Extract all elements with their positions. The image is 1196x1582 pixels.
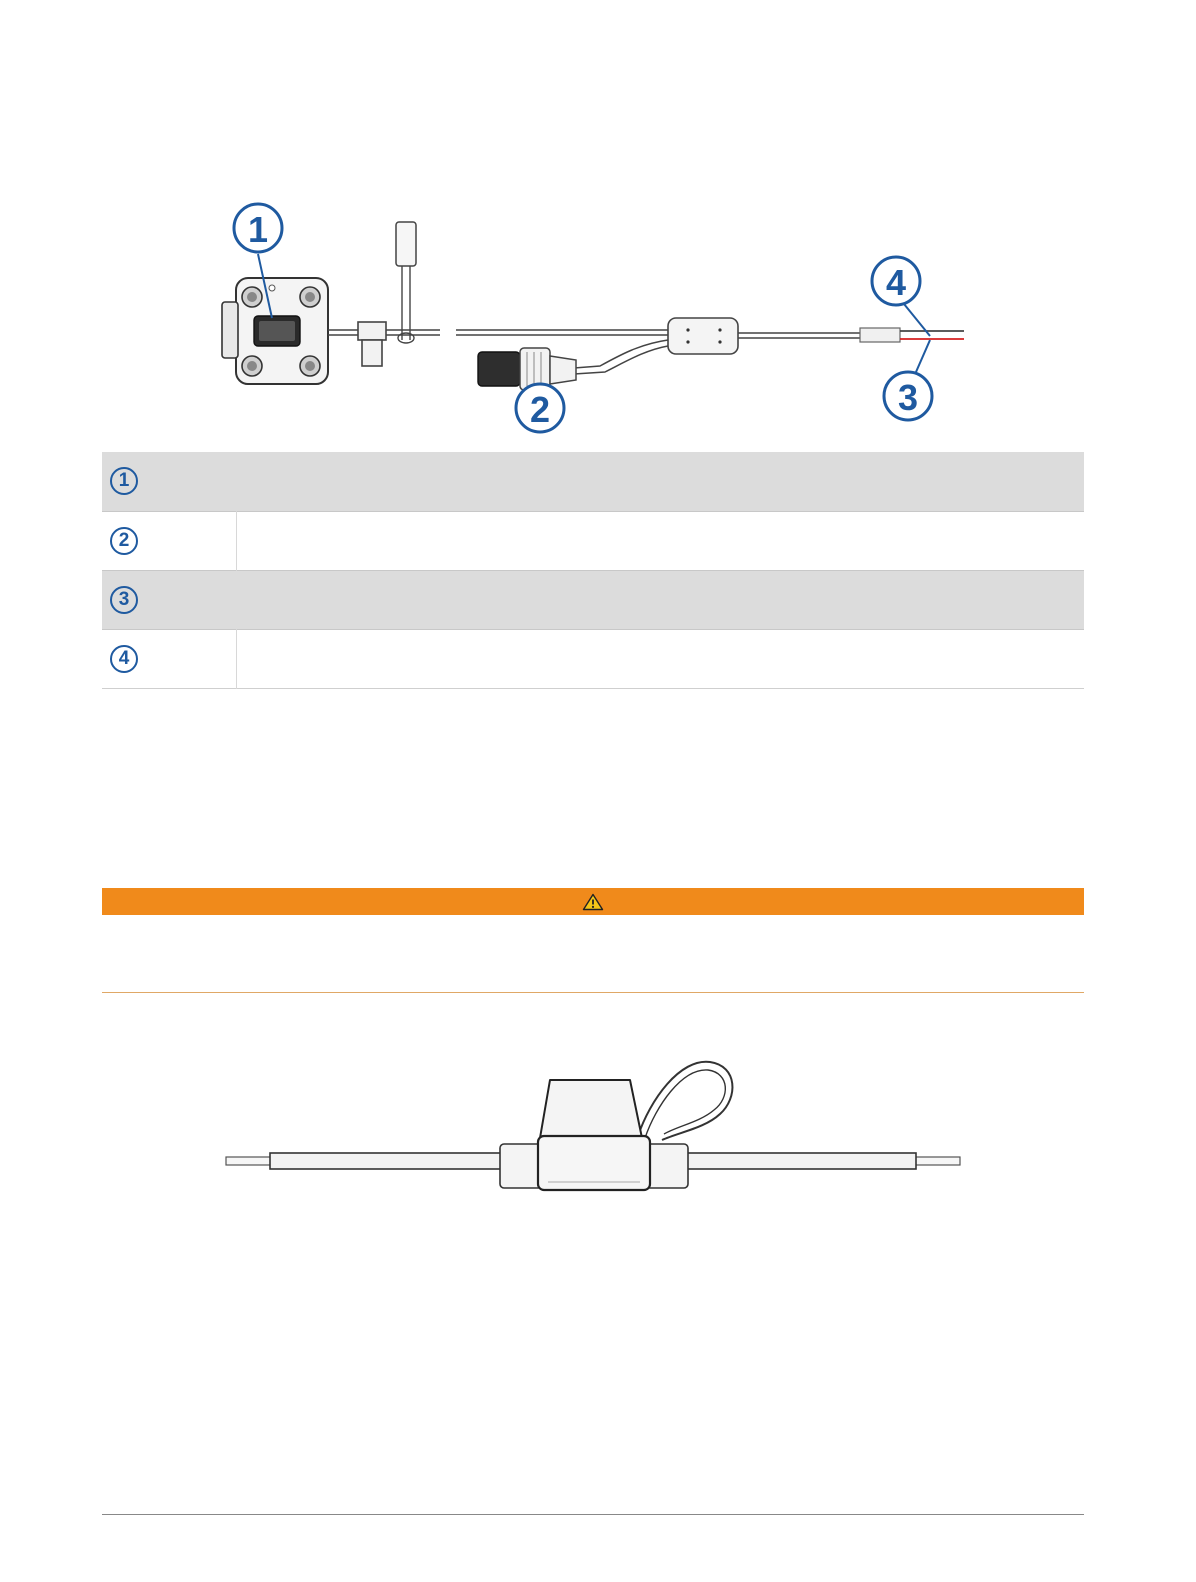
svg-text:2: 2 xyxy=(529,389,551,430)
callout-4 xyxy=(872,257,920,305)
warning-divider xyxy=(102,992,1084,993)
legend-row xyxy=(102,570,1084,629)
y-splitter xyxy=(574,318,860,374)
wire-ends xyxy=(860,328,964,342)
legend-row xyxy=(102,511,1084,570)
inline-fuse-holder-illustration xyxy=(0,1040,1196,1210)
legend-number: 4 xyxy=(110,645,138,673)
network-connector xyxy=(478,348,576,390)
callout-1 xyxy=(234,204,282,252)
legend-description xyxy=(237,629,1085,688)
legend-row xyxy=(102,629,1084,688)
warning-text xyxy=(102,928,1084,978)
svg-text:3: 3 xyxy=(897,377,919,418)
legend-number: 3 xyxy=(110,586,138,614)
callout-2 xyxy=(516,384,564,432)
warning-banner xyxy=(102,888,1084,915)
footer-divider xyxy=(102,1514,1084,1515)
cable-tag xyxy=(396,222,416,343)
legend-number: 2 xyxy=(110,527,138,555)
power-cable-diagram xyxy=(0,0,1196,440)
warning-triangle-icon xyxy=(582,893,604,911)
svg-text:1: 1 xyxy=(247,209,269,250)
callout-legend-table xyxy=(102,452,1084,689)
svg-text:4: 4 xyxy=(885,262,907,303)
legend-description xyxy=(237,511,1085,570)
callout-3 xyxy=(884,372,932,420)
legend-description xyxy=(237,452,1085,511)
mount-cradle xyxy=(222,278,328,384)
legend-row xyxy=(102,452,1084,511)
legend-number: 1 xyxy=(110,467,138,495)
legend-description xyxy=(237,570,1085,629)
